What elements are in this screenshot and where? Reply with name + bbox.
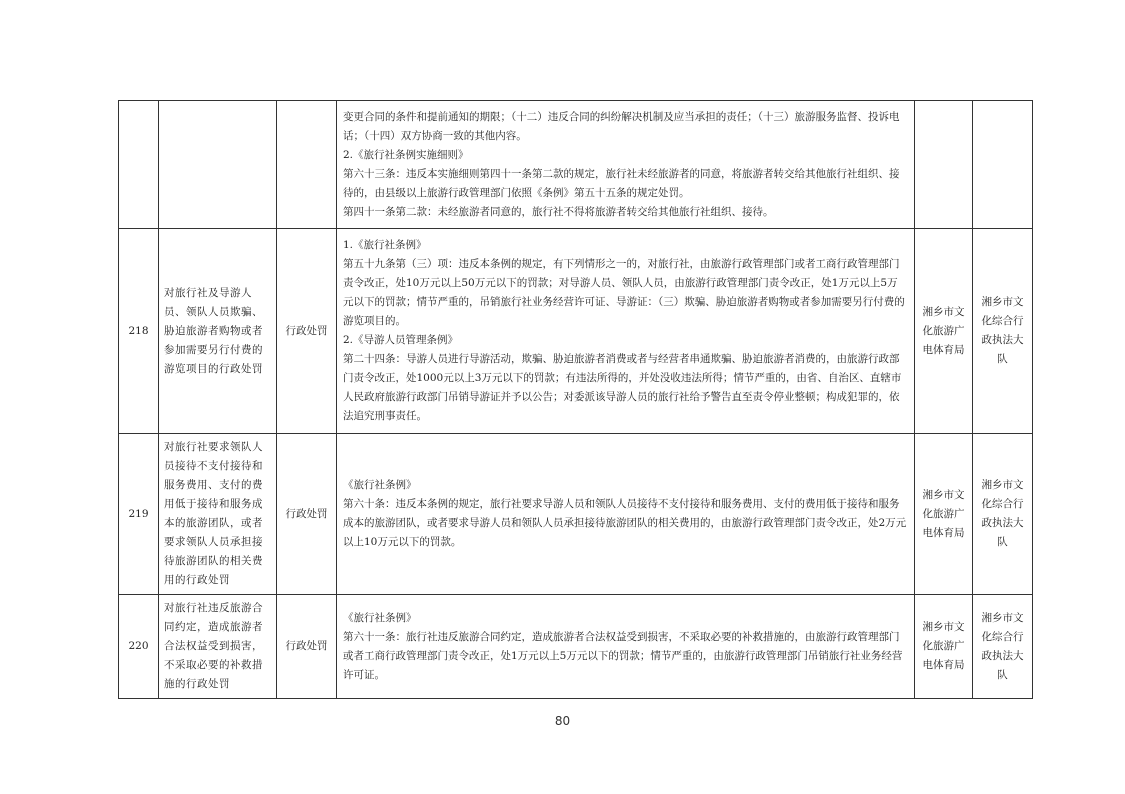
- basis-paragraph: 第六十三条：违反本实施细则第四十一条第二款的规定，旅行社未经旅游者的同意，将旅游者转交给其他旅行社组织、接待的，由县级以上旅游行政管理部门依照《条例》第五十五条的规定处罚。: [343, 167, 900, 199]
- responsible-department: 湘乡市文化旅游广电体育局: [915, 229, 973, 434]
- basis-paragraph: 第四十一条第二款：未经旅游者同意的，旅行社不得将旅游者转交给其他旅行社组织、接待。: [343, 205, 774, 218]
- item-name: 对旅行社违反旅游合同约定，造成旅游者合法权益受到损害，不采取必要的补救措施的行政处罚: [159, 595, 277, 699]
- legal-basis: [337, 595, 915, 699]
- row-number: 218: [119, 229, 159, 434]
- item-name: 对旅行社要求领队人员接待不支付接待和服务费用、支付的费用低于接待和服务成本的旅游团队，或者要求领队人员承担接待旅游团队的相关费用的行政处罚: [159, 434, 277, 595]
- basis-paragraph: 2.《导游人员管理条例》: [343, 334, 459, 346]
- enforcement-unit: [973, 101, 1033, 229]
- basis-paragraph: 《旅行社条例》: [343, 611, 417, 624]
- item-type: [277, 101, 337, 229]
- row-number: [119, 101, 159, 229]
- legal-basis: [337, 101, 915, 229]
- basis-paragraph: 《旅行社条例》: [343, 479, 417, 491]
- responsible-department: [915, 101, 973, 229]
- enforcement-unit: 湘乡市文化综合行政执法大队: [973, 595, 1033, 699]
- basis-paragraph: 第二十四条：导游人员进行导游活动，欺骗、胁迫旅游者消费或者与经营者串通欺骗、胁迫旅游者消费的，由旅游行政部门责令改正，处1000元以上3万元以下的罚款；有违法所得的，并处没收违法所得；情节严重的，由省、自治区、直辖市人民政府旅游行政部门吊销导游证并予以公告；对委派该导游人员的旅行社给予警告直至责令停业整顿；构成犯罪的，依法追究刑事责任。: [343, 353, 902, 422]
- item-name: [159, 101, 277, 229]
- basis-paragraph: 第六十一条：旅行社违反旅游合同约定，造成旅游者合法权益受到损害，不采取必要的补救措施的，由旅游行政管理部门或者工商行政管理部门责令改正，处1万元以上5万元以下的罚款；情节严重的，由旅游行政管理部门吊销旅行社业务经营许可证。: [343, 630, 903, 681]
- basis-paragraph: 第六十条：违反本条例的规定，旅行社要求导游人员和领队人员接待不支付接待和服务费用、支付的费用低于接待和服务成本的旅游团队，或者要求导游人员和领队人员承担接待旅游团队的相关费用的，由旅游行政管理部门责令改正，处2万元以上10万元以下的罚款。: [343, 498, 907, 548]
- enforcement-unit: 湘乡市文化综合行政执法大队: [973, 434, 1033, 595]
- table-row: [119, 101, 1033, 229]
- row-number: 219: [119, 434, 159, 595]
- responsible-department: 湘乡市文化旅游广电体育局: [915, 595, 973, 699]
- legal-basis: [337, 434, 915, 595]
- item-name: 对旅行社及导游人员、领队人员欺骗、胁迫旅游者购物或者参加需要另行付费的游览项目的行政处罚: [159, 229, 277, 434]
- basis-paragraph: 第五十九条第（三）项：违反本条例的规定，有下列情形之一的，对旅行社，由旅游行政管理部门或者工商行政管理部门责令改正，处10万元以上50万元以下的罚款；对导游人员、领队人员，由旅游行政管理部门责令改正，处1万元以上5万元以下的罚款；情节严重的，吊销旅行社业务经营许可证、导游证：（三）欺骗、胁迫旅游者购物或者参加需要另行付费的游览项目的。: [343, 258, 905, 327]
- basis-paragraph: 2.《旅行社条例实施细则》: [343, 148, 469, 161]
- basis-paragraph: 变更合同的条件和提前通知的期限；（十二）违反合同的纠纷解决机制及应当承担的责任；（十三）旅游服务监督、投诉电话；（十四）双方协商一致的其他内容。: [343, 110, 900, 142]
- table-row: [119, 434, 1033, 595]
- basis-paragraph: 1.《旅行社条例》: [343, 239, 427, 251]
- penalty-table: [118, 100, 1033, 699]
- enforcement-unit: 湘乡市文化综合行政执法大队: [973, 229, 1033, 434]
- table-row: [119, 229, 1033, 434]
- row-number: 220: [119, 595, 159, 699]
- item-type: 行政处罚: [277, 595, 337, 699]
- item-type: 行政处罚: [277, 229, 337, 434]
- table-row: [119, 595, 1033, 699]
- responsible-department: 湘乡市文化旅游广电体育局: [915, 434, 973, 595]
- page-number: 80: [554, 714, 571, 728]
- item-type: 行政处罚: [277, 434, 337, 595]
- legal-basis: [337, 229, 915, 434]
